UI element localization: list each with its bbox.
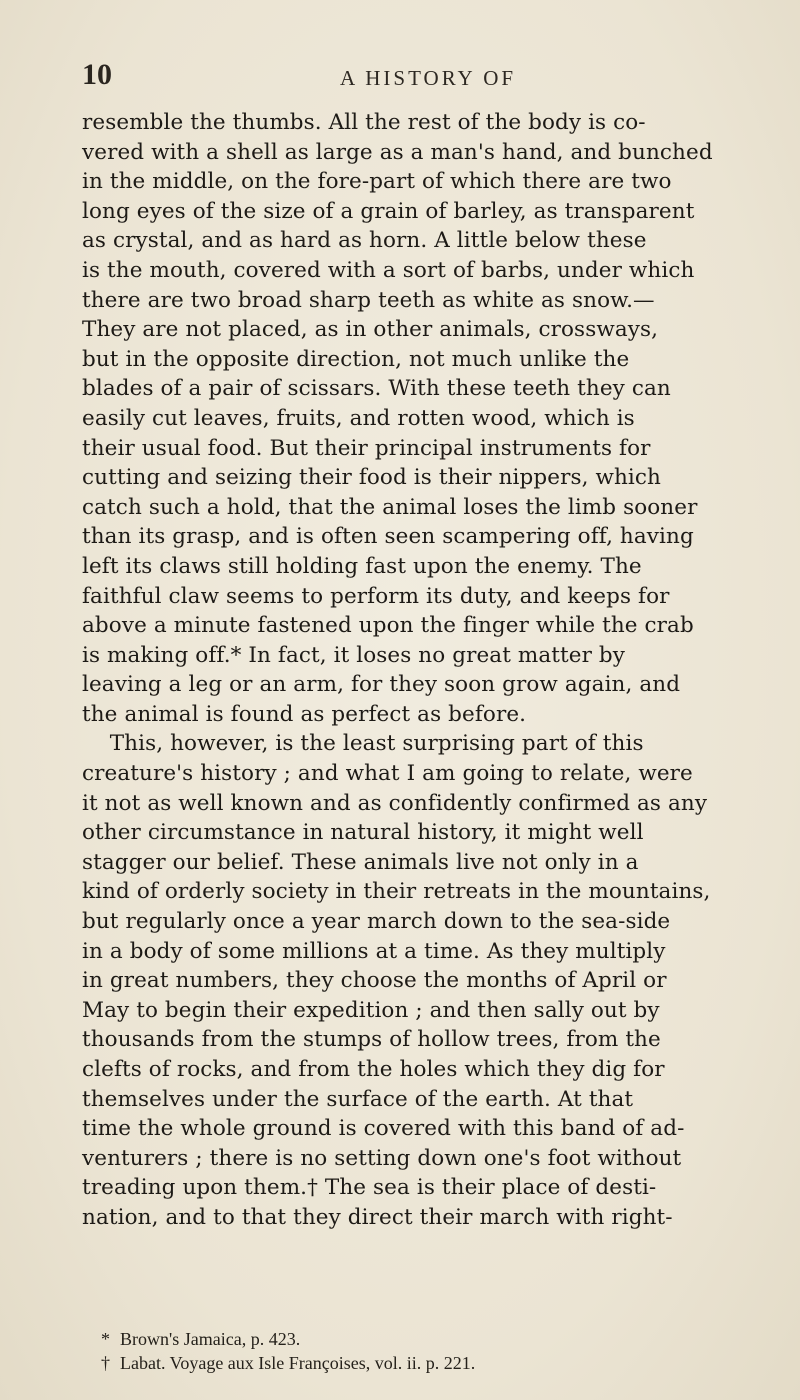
footnote — [82, 1351, 782, 1375]
text-line: treading upon them.† The sea is their place of desti- — [82, 1175, 657, 1201]
text-line: time the whole ground is covered with this band of ad- — [82, 1116, 685, 1142]
footnote-mark: * — [101, 1329, 110, 1349]
body-text — [82, 108, 800, 1233]
text-line: left its claws still holding fast upon the enemy. The — [82, 553, 642, 579]
text-line: leaving a leg or an arm, for they soon grow again, and — [82, 672, 681, 698]
text-line: resemble the thumbs. All the rest of the body is co- — [82, 110, 646, 135]
text-line: there are two broad sharp teeth as white as snow.— — [82, 287, 655, 313]
text-line: but in the opposite direction, not much unlike the — [82, 346, 630, 372]
page-number: 10 — [82, 58, 112, 91]
text-line: in a body of some millions at a time. As they multiply — [82, 938, 666, 964]
text-line: it not as well known and as confidently confirmed as any — [82, 790, 708, 816]
text-line: faithful claw seems to perform its duty, and keeps for — [82, 583, 670, 609]
text-line: long eyes of the size of a grain of barley, as transparent — [82, 198, 695, 224]
text-line: the animal is found as perfect as before. — [82, 701, 527, 727]
text-line: blades of a pair of scissars. With these teeth they can — [82, 376, 671, 402]
text-line: easily cut leaves, fruits, and rotten wood, which is — [82, 405, 635, 431]
text-line: in the middle, on the fore-part of which there are two — [82, 169, 672, 195]
text-line: kind of orderly society in their retreats in the mountains, — [82, 879, 711, 905]
text-line: but regularly once a year march down to the sea-side — [82, 909, 671, 935]
footnotes — [82, 1327, 782, 1375]
footnote-mark: † — [101, 1353, 110, 1373]
text-line: cutting and seizing their food is their nippers, which — [82, 465, 661, 491]
paragraph-start-line: This, however, is the least surprising part of this — [82, 731, 644, 757]
text-line: thousands from the stumps of hollow trees, from the — [82, 1027, 661, 1053]
text-line: above a minute fastened upon the finger while the crab — [82, 613, 694, 639]
text-line: as crystal, and as hard as horn. A little below these — [82, 228, 647, 254]
footnote — [82, 1327, 782, 1351]
text-line: They are not placed, as in other animals, crossways, — [82, 317, 659, 343]
running-head: A HISTORY OF — [340, 66, 517, 90]
text-line: clefts of rocks, and from the holes which they dig for — [82, 1057, 665, 1082]
text-line: is the mouth, covered with a sort of barbs, under which — [82, 257, 695, 283]
text-line: stagger our belief. These animals live not only in a — [82, 849, 639, 875]
text-line: catch such a hold, that the animal loses the limb sooner — [82, 494, 698, 520]
text-line: other circumstance in natural history, it might well — [82, 820, 644, 846]
text-line: vered with a shell as large as a man's hand, and bunched — [82, 139, 713, 165]
text-line: May to begin their expedition ; and then sally out by — [82, 997, 660, 1023]
text-line: than its grasp, and is often seen scampering off, having — [82, 524, 694, 550]
text-line: themselves under the surface of the earth. At that — [82, 1086, 634, 1112]
footnote-text: Brown's Jamaica, p. 423. — [120, 1329, 301, 1349]
text-line: nation, and to that they direct their march with right- — [82, 1204, 673, 1230]
text-line: creature's history ; and what I am going to relate, were — [82, 761, 693, 787]
text-line: is making off.* In fact, it loses no great matter by — [82, 642, 626, 668]
footnote-text: Labat. Voyage aux Isle Françoises, vol. ii. p. 221. — [120, 1353, 476, 1373]
text-line: in great numbers, they choose the months of April or — [82, 968, 667, 994]
text-line: venturers ; there is no setting down one's foot without — [82, 1145, 682, 1171]
text-line: their usual food. But their principal instruments for — [82, 435, 651, 461]
